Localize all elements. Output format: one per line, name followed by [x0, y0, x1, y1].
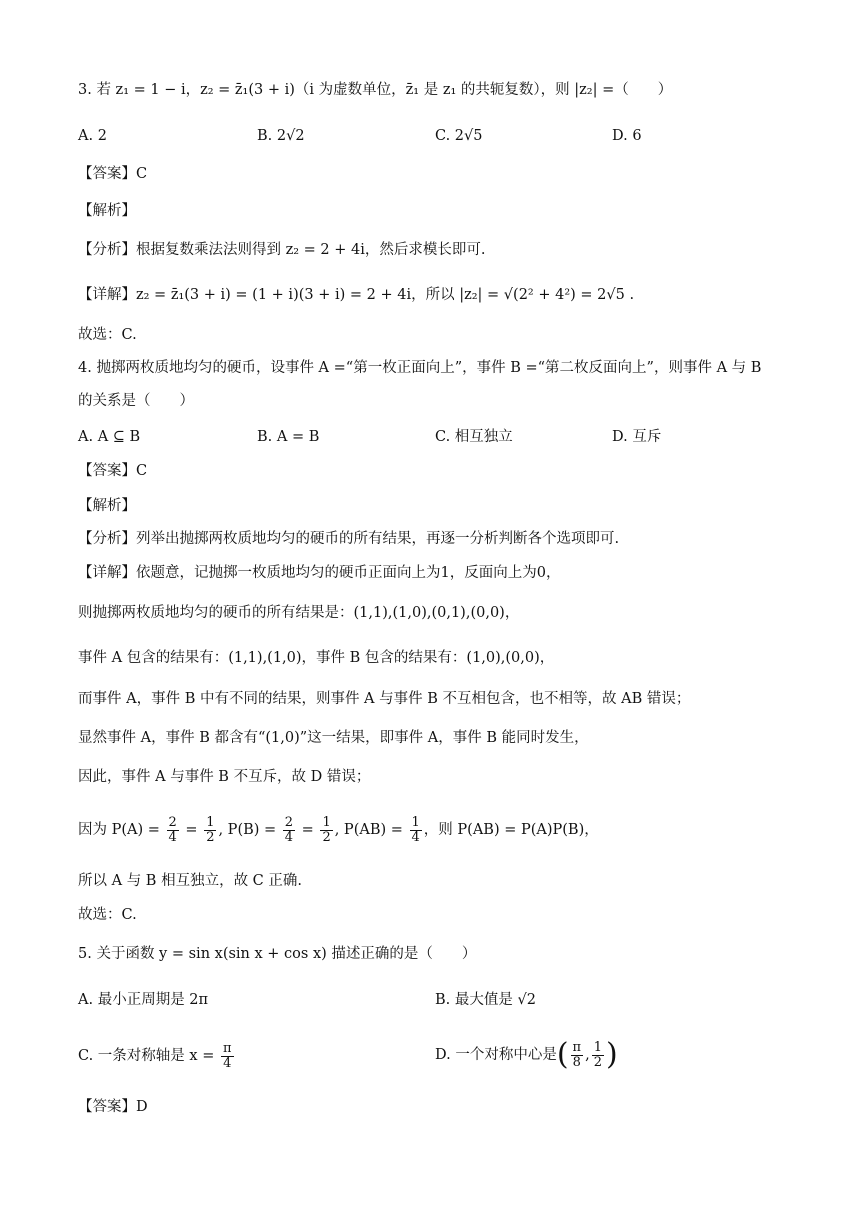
q3-option-d: D. 6	[612, 128, 642, 144]
fraction-numerator: π	[572, 1039, 582, 1055]
fraction-denominator: 4	[223, 1055, 232, 1071]
fraction-numerator: 2	[168, 814, 177, 830]
prob-suffix: ，则 P(AB) = P(A)P(B)，	[423, 822, 599, 838]
equals: =	[297, 822, 319, 838]
q3-answer: 【答案】C	[78, 166, 148, 182]
right-paren: )	[605, 1037, 618, 1072]
fraction-numerator: 1	[593, 1039, 602, 1055]
q3-option-b: B. 2√2	[257, 128, 305, 144]
q4-option-b: B. A = B	[257, 429, 320, 445]
q4-detail-line6: 因此，事件 A 与事件 B 不互斥，故 D 错误；	[78, 769, 371, 785]
q5-answer: 【答案】D	[78, 1099, 148, 1115]
q5-option-d	[435, 1035, 618, 1075]
q4-answer: 【答案】C	[78, 463, 148, 479]
q3-stem: 3. 若 z₁ = 1 − i，z₂ = z̄₁(3 + i)（i 为虚数单位，z̄₁ 是 z₁ 的共轭复数），则 |z₂| =（ ）	[78, 82, 673, 98]
fraction	[410, 816, 422, 845]
comma: ,	[585, 1047, 590, 1063]
q4-detail-line5: 显然事件 A，事件 B 都含有“(1,0)”这一结果，即事件 A，事件 B 能同时发生，	[78, 730, 589, 746]
q4-option-c: C. 相互独立	[435, 429, 513, 445]
q4-detail-line4: 而事件 A，事件 B 中有不同的结果，则事件 A 与事件 B 不互相包含，也不相等，故 AB 错误；	[78, 691, 691, 707]
fraction-denominator: 2	[206, 829, 215, 845]
q4-option-a: A. A ⊆ B	[78, 429, 141, 445]
fraction-denominator: 2	[322, 829, 331, 845]
q5-option-b: B. 最大值是 √2	[435, 992, 536, 1008]
fraction-denominator: 8	[572, 1054, 581, 1070]
q4-stem-line1: 4. 抛掷两枚质地均匀的硬币，设事件 A =“第一枚正面向上”，事件 B =“第二枚反面向上”，则事件 A 与 B	[78, 360, 762, 376]
fraction-numerator: 1	[411, 814, 420, 830]
fraction	[320, 816, 332, 845]
fraction	[283, 816, 295, 845]
prob-prefix: 因为 P(A) =	[78, 822, 165, 838]
fraction	[571, 1041, 584, 1070]
prob-mid1: , P(B) =	[218, 822, 281, 838]
q5-option-a: A. 最小正周期是 2π	[78, 992, 209, 1008]
fraction	[592, 1041, 604, 1070]
fraction-numerator: π	[222, 1040, 232, 1056]
fraction	[167, 816, 179, 845]
q4-detail-line3: 事件 A 包含的结果有：(1,1),(1,0)，事件 B 包含的结果有：(1,0),(0,0)，	[78, 650, 555, 666]
fraction-numerator: 1	[322, 814, 331, 830]
fraction-numerator: 1	[206, 814, 215, 830]
q4-conclusion: 所以 A 与 B 相互独立，故 C 正确.	[78, 873, 302, 889]
q3-analysis-label: 【解析】	[78, 203, 136, 219]
fraction-denominator: 4	[411, 829, 420, 845]
fraction-numerator: 2	[284, 814, 294, 830]
q4-detail-line2: 则抛掷两枚质地均匀的硬币的所有结果是：(1,1),(1,0),(0,1),(0,0)，	[78, 605, 520, 621]
q3-option-a: A. 2	[78, 128, 107, 144]
q4-option-d: D. 互斥	[612, 429, 662, 445]
q4-fenxi: 【分析】列举出抛掷两枚质地均匀的硬币的所有结果，再逐一分析判断各个选项即可.	[78, 531, 620, 547]
q5-stem: 5. 关于函数 y = sin x(sin x + cos x) 描述正确的是（ ）	[78, 946, 477, 962]
fraction-denominator: 4	[168, 829, 177, 845]
q3-fenxi: 【分析】根据复数乘法法则得到 z₂ = 2 + 4i，然后求模长即可.	[78, 242, 486, 258]
q3-choose: 故选：C.	[78, 327, 137, 343]
fraction-denominator: 2	[593, 1054, 602, 1070]
left-paren: (	[556, 1037, 569, 1072]
q3-detail: 【详解】z₂ = z̄₁(3 + i) = (1 + i)(3 + i) = 2 + 4i，所以 |z₂| = √(2² + 4²) = 2√5 .	[78, 287, 635, 303]
option-d-prefix: D. 一个对称中心是	[435, 1047, 557, 1063]
fraction	[204, 816, 216, 845]
q4-stem-line2: 的关系是（ ）	[78, 393, 194, 409]
q4-analysis-label: 【解析】	[78, 498, 136, 514]
q5-option-c	[78, 1038, 236, 1074]
option-c-prefix: C. 一条对称轴是 x =	[78, 1048, 219, 1064]
prob-mid2: , P(AB) =	[334, 822, 408, 838]
fraction	[221, 1042, 234, 1071]
q4-probability-line	[78, 812, 599, 848]
q4-detail-line1: 【详解】依题意，记抛掷一枚质地均匀的硬币正面向上为1，反面向上为0，	[78, 565, 561, 581]
equals: =	[180, 822, 203, 838]
q4-choose: 故选：C.	[78, 907, 137, 923]
fraction-denominator: 4	[284, 829, 294, 845]
q3-option-c: C. 2√5	[435, 128, 483, 144]
